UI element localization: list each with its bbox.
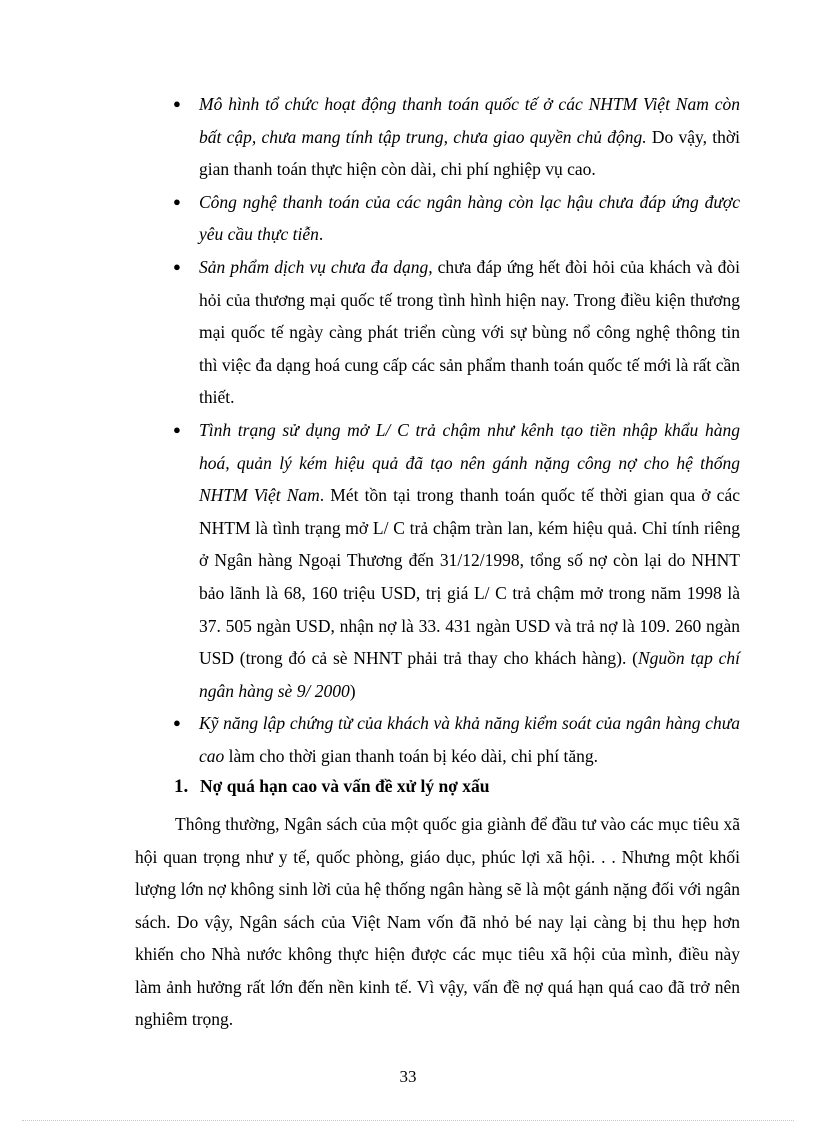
source-citation: Nguồn tạp chí ngân hàng sè 9/ 2000 — [199, 648, 740, 701]
source-citation-close: ) — [349, 680, 356, 701]
bullet-item — [170, 88, 740, 186]
bullet-item — [170, 251, 740, 414]
bullet-italic-text: Mô hình tổ chức hoạt động thanh toán quốc tế ở các NHTM Việt Nam còn bất cập, chưa mang tính tập trung, chưa giao quyền chủ động. — [199, 94, 740, 147]
bullet-text: làm cho thời gian thanh toán bị kéo dài, chi phí tăng. — [224, 745, 599, 766]
section-heading — [174, 776, 490, 798]
bullet-dot-icon: ● — [173, 421, 181, 437]
bullet-text: . — [318, 224, 324, 245]
bullet-italic-text: Tình trạng sử dụng mở L/ C trả chậm như kênh tạo tiền nhập khẩu hàng hoá, quản lý kém hiệu quả đã tạo nên gánh nặng công nợ cho hệ thống NHTM Việt Nam — [199, 419, 740, 506]
bullet-text: Do vậy, thời gian thanh toán thực hiện còn dài, chi phí nghiệp vụ cao. — [199, 126, 740, 180]
bullet-text: . Mét tồn tại trong thanh toán quốc tế thời gian qua ở các NHTM là tình trạng mở L/ C trả chậm tràn lan, kém hiệu quả. Chỉ tính riêng ở Ngân hàng Ngoại Thương đến 31/12/1998, tổng số nợ còn lại do NHNT bảo lãnh là 68, 160 triệu USD, trị giá L/ C trả chậm mở trong năm 1998 là 37. 505 ngàn USD, nhận nợ là 33. 431 ngàn USD và trả nợ là 109. 260 ngàn USD (trong đó cả sè NHNT phải trả thay cho khách hàng). — [199, 485, 740, 669]
section-number: 1. — [174, 776, 189, 797]
bullet-list — [170, 88, 740, 772]
body-paragraph: Thông thường, Ngân sách của một quốc gia giành để đầu tư vào các mục tiêu xã hội quan trọng như y tế, quốc phòng, giáo dục, phúc lợi xã hội. . . Nhưng một khối lượng lớn nợ không sinh lời của hệ thống ngân hàng sẽ là một gánh nặng đối với ngân sách. Do vậy, Ngân sách của Việt Nam vốn đã nhỏ bé nay lại càng bị thu hẹp hơn khiến cho Nhà nước không thực hiện được các mục tiêu xã hội của mình, điều này làm ảnh hưởng rất lớn đến nền kinh tế. Vì vậy, vấn đề nợ quá hạn quá cao đã trở nên nghiêm trọng. — [135, 814, 740, 1029]
bullet-dot-icon: ● — [173, 258, 181, 274]
source-citation-open: ( — [626, 648, 638, 669]
page-number: 33 — [399, 1067, 417, 1086]
bullet-dot-icon: ● — [173, 193, 181, 209]
bullet-text: chưa đáp ứng hết đòi hỏi của khách và đòi hỏi của thương mại quốc tế trong tình hình hiện nay. Trong điều kiện thương mại quốc tế ngày càng phát triển cùng với sự bùng nổ công nghệ thông tin thì việc đa dạng hoá cung cấp các sản phẩm thanh toán quốc tế mới là rất cần thiết. — [199, 256, 740, 408]
bullet-italic-text: Kỹ năng lập chứng từ của khách và khả năng kiểm soát của ngân hàng chưa cao — [199, 713, 740, 766]
section-title: Nợ quá hạn cao và vấn đề xử lý nợ xấu — [200, 776, 490, 796]
footer-divider — [22, 1120, 794, 1121]
bullet-item — [170, 414, 740, 707]
bullet-italic-text: Công nghệ thanh toán của các ngân hàng còn lạc hậu chưa đáp ứng được yêu cầu thực tiễn — [199, 191, 740, 245]
bullet-item — [170, 707, 740, 772]
bullet-italic-text: Sản phẩm dịch vụ chưa đa dạng, — [199, 256, 433, 277]
bullet-item — [170, 186, 740, 251]
bullet-dot-icon: ● — [173, 96, 181, 111]
bullet-dot-icon: ● — [173, 715, 181, 731]
